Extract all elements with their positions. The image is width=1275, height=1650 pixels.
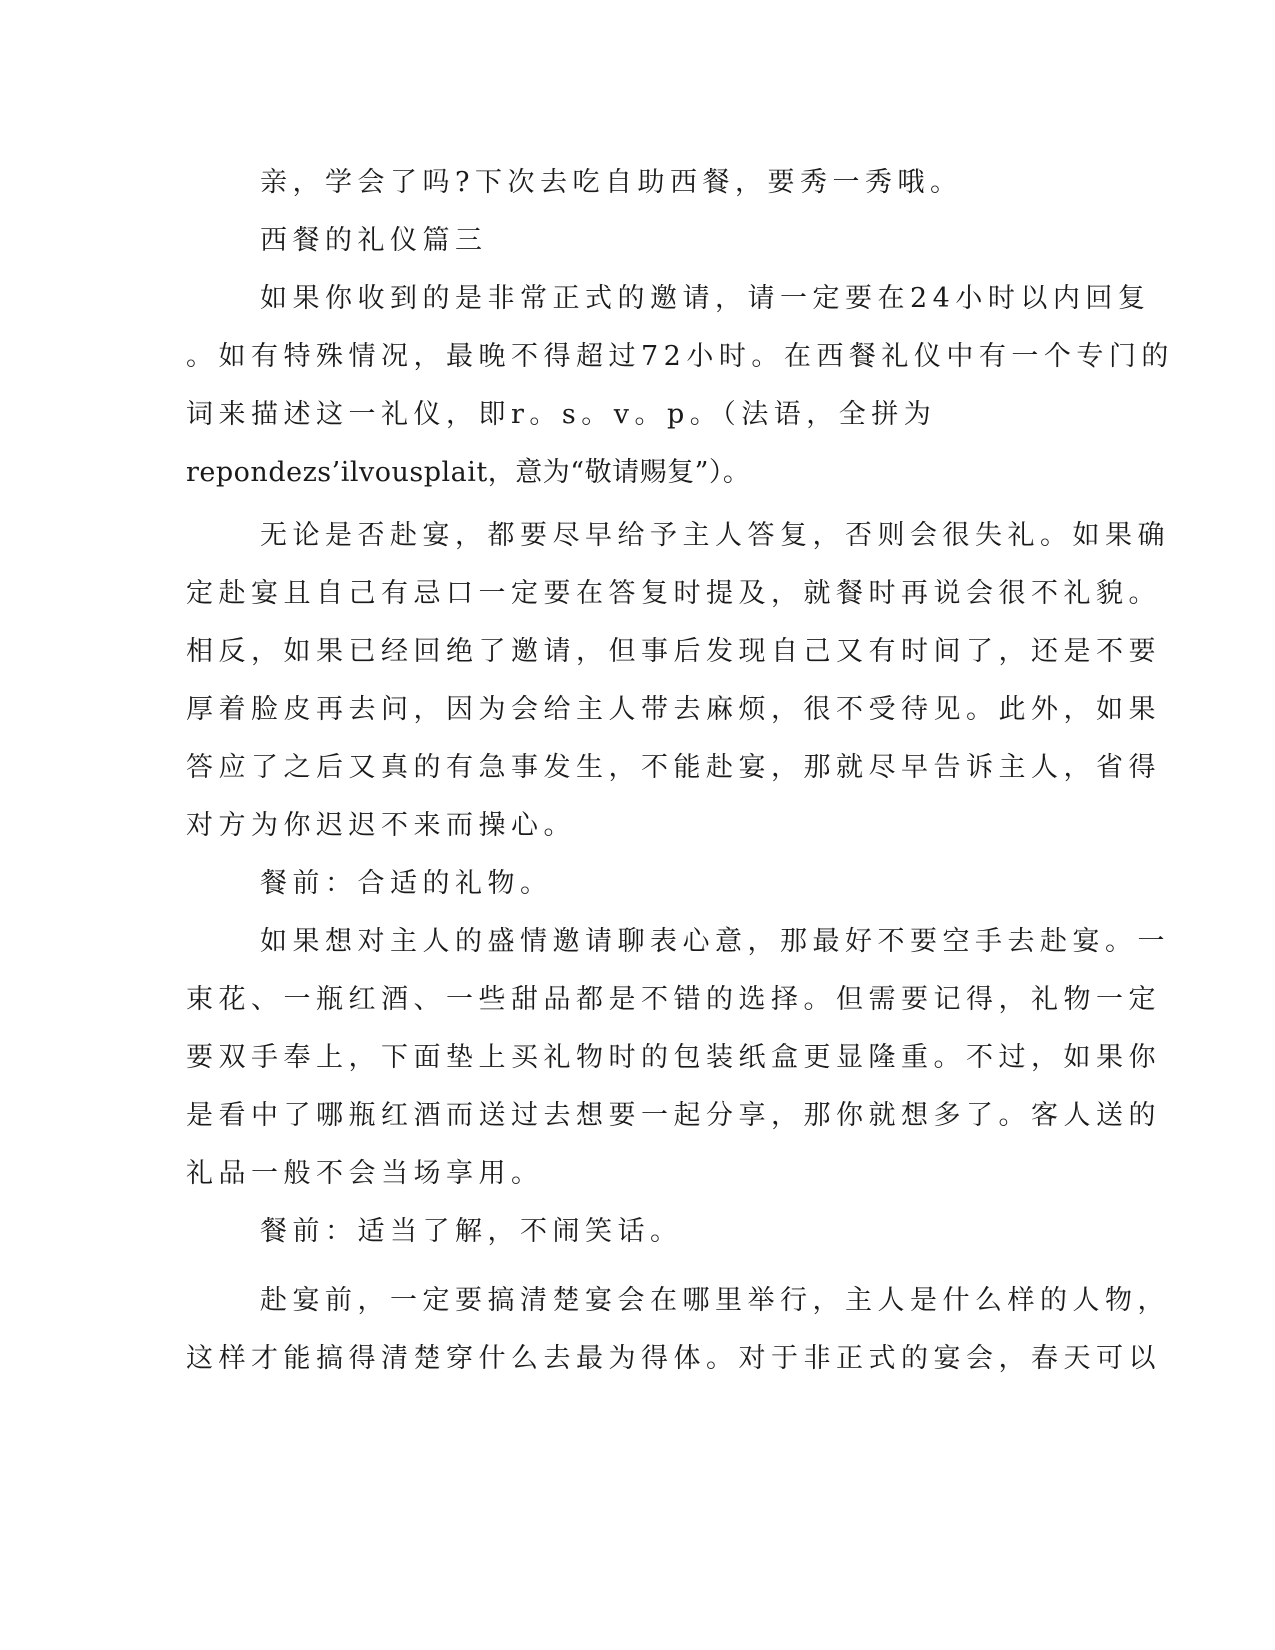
text-line: 无论是否赴宴，都要尽早给予主人答复，否则会很失礼。如果确 (260, 520, 1170, 551)
text-line: 对方为你迟迟不来而操心。 (186, 810, 576, 841)
section-heading: 餐前：合适的礼物。 (260, 868, 553, 899)
text-line: 定赴宴且自己有忌口一定要在答复时提及，就餐时再说会很不礼貌。 (186, 578, 1161, 609)
text-line: 亲，学会了吗?下次去吃自助西餐，要秀一秀哦。 (260, 167, 963, 198)
text-line: 。如有特殊情况，最晚不得超过72小时。在西餐礼仪中有一个专门的 (186, 341, 1174, 372)
text-line: 礼品一般不会当场享用。 (186, 1158, 544, 1189)
text-line: 是看中了哪瓶红酒而送过去想要一起分享，那你就想多了。客人送的 (186, 1100, 1161, 1131)
section-heading: 西餐的礼仪篇三 (260, 225, 488, 256)
text-line: 赴宴前，一定要搞清楚宴会在哪里举行，主人是什么样的人物， (260, 1285, 1170, 1316)
text-line: 厚着脸皮再去问，因为会给主人带去麻烦，很不受待见。此外，如果 (186, 694, 1161, 725)
text-line: 要双手奉上，下面垫上买礼物时的包装纸盒更显隆重。不过，如果你 (186, 1042, 1161, 1073)
section-heading: 餐前：适当了解，不闹笑话。 (260, 1216, 683, 1247)
text-line: 如果想对主人的盛情邀请聊表心意，那最好不要空手去赴宴。一 (260, 926, 1170, 957)
text-line: repondezs’ilvousplait，意为“敬请赐复”）。 (186, 457, 751, 488)
text-line: 词来描述这一礼仪，即r。s。v。p。（法语，全拼为 (186, 399, 937, 430)
text-line: 如果你收到的是非常正式的邀请，请一定要在24小时以内回复 (260, 283, 1151, 314)
text-line: 相反，如果已经回绝了邀请，但事后发现自己又有时间了，还是不要 (186, 636, 1161, 667)
text-line: 束花、一瓶红酒、一些甜品都是不错的选择。但需要记得，礼物一定 (186, 984, 1161, 1015)
text-line: 答应了之后又真的有急事发生，不能赴宴，那就尽早告诉主人，省得 (186, 752, 1161, 783)
text-line: 这样才能搞得清楚穿什么去最为得体。对于非正式的宴会，春天可以 (186, 1343, 1161, 1374)
